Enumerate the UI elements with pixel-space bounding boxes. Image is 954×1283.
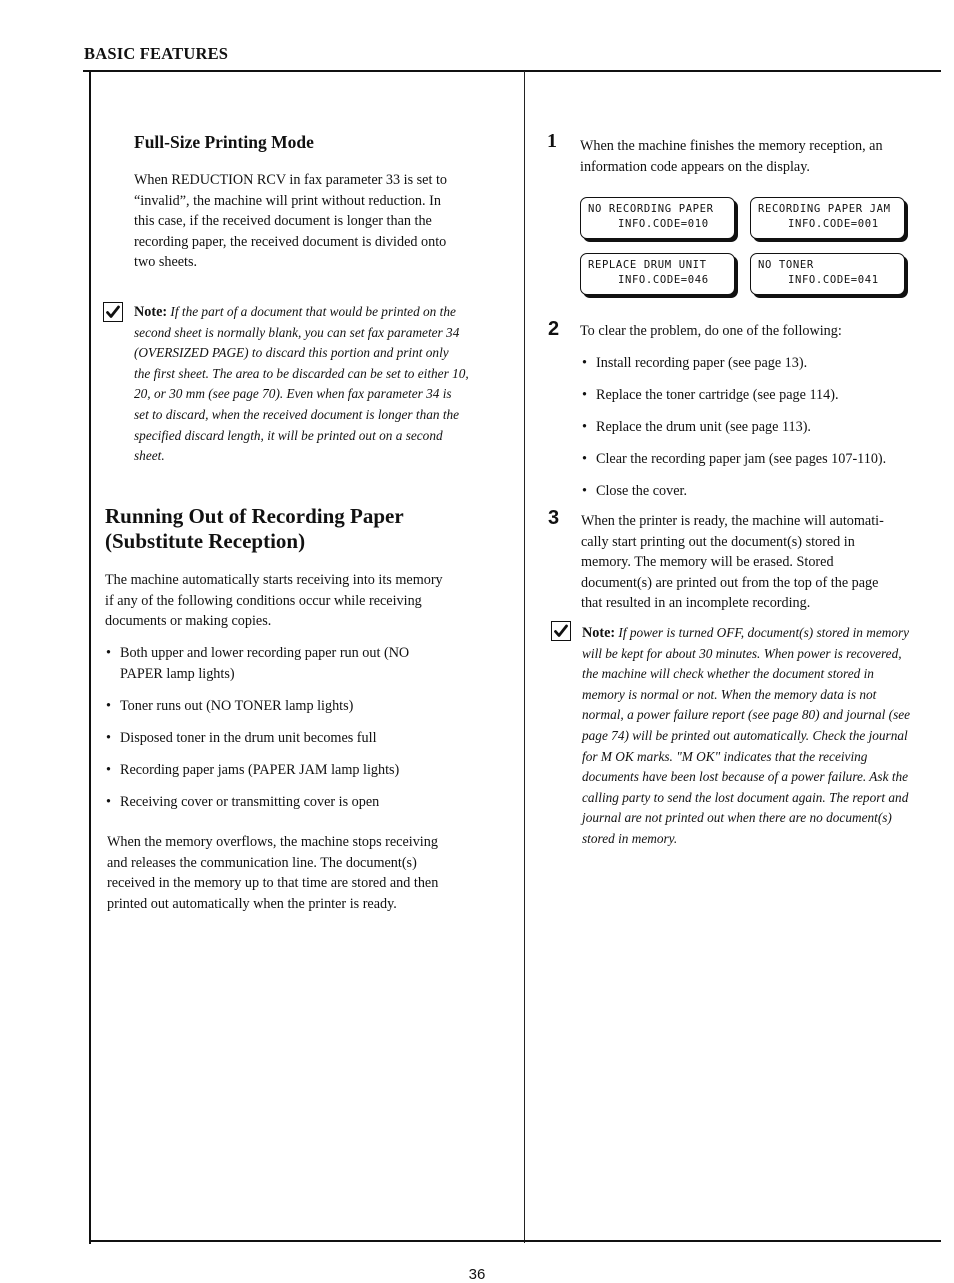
note-line: will be kept for about 30 minutes. When power is recovered, xyxy=(582,645,902,661)
bottom-rule xyxy=(89,1240,941,1242)
step-2-text: To clear the problem, do one of the following: xyxy=(580,323,842,339)
body-line: printed out automatically when the printer is ready. xyxy=(107,895,397,912)
lcd-display-no-toner: NO TONER INFO.CODE=041 xyxy=(750,253,905,295)
body-line: memory. The memory will be erased. Stored xyxy=(581,554,834,571)
note-line: memory is normal or not. When the memory data is not xyxy=(582,686,877,702)
body-line: “invalid”, the machine will print without reduction. In xyxy=(134,192,441,209)
note-line: sheet. xyxy=(134,448,165,464)
running-out-intro xyxy=(105,570,515,632)
note-line: set to discard, when the received document is longer than the xyxy=(134,406,460,422)
full-size-body xyxy=(134,170,514,273)
note-line: specified discard length, it will be printed out on a second xyxy=(134,427,443,443)
list-item: • Close the cover. xyxy=(582,481,937,502)
lcd-display-replace-drum: REPLACE DRUM UNIT INFO.CODE=046 xyxy=(580,253,735,295)
lcd-display-no-paper: NO RECORDING PAPER INFO.CODE=010 xyxy=(580,197,735,239)
note-line: stored in memory. xyxy=(582,830,678,846)
page-number: 36 xyxy=(468,1266,486,1283)
top-rule xyxy=(83,70,941,72)
body-line: if any of the following conditions occur while receiving xyxy=(105,592,422,609)
note-line: the machine will check whether the document stored in xyxy=(582,666,874,682)
note-line: documents have been lost because of a power failure. Ask the xyxy=(582,769,909,785)
left-rule xyxy=(89,71,91,1244)
heading-line: (Substitute Reception) xyxy=(105,529,306,553)
note-line: If power is turned OFF, document(s) stored in memory xyxy=(618,625,910,640)
list-item: • Both upper and lower recording paper run out (NO PAPER lamp lights) xyxy=(106,643,511,684)
body-line: cally start printing out the document(s) stored in xyxy=(581,533,855,550)
note-line: journal are not printed out when there are no document(s) xyxy=(582,810,892,826)
body-line: When the printer is ready, the machine will automati- xyxy=(581,513,884,529)
actions-list xyxy=(582,353,937,513)
list-item: • Recording paper jams (PAPER JAM lamp lights) xyxy=(106,760,511,781)
checkmark-box-icon xyxy=(551,621,571,641)
body-line: that resulted in an incomplete recording. xyxy=(581,595,811,612)
list-item: • Replace the drum unit (see page 113). xyxy=(582,417,937,438)
heading-line: Running Out of Recording Paper xyxy=(105,504,404,528)
body-line: received in the memory up to that time are stored and then xyxy=(107,875,439,892)
body-line: The machine automatically starts receiving into its memory xyxy=(105,572,443,588)
list-item: • Receiving cover or transmitting cover is open xyxy=(106,792,511,813)
step-1-text xyxy=(580,136,940,177)
note-line: 20, or 30 mm (see page 70). Even when fax parameter 34 is xyxy=(134,386,452,402)
column-divider xyxy=(524,71,525,1243)
note-line: normal, a power failure report (see page 80) and journal (see xyxy=(582,707,911,723)
list-item: • Toner runs out (NO TONER lamp lights) xyxy=(106,696,511,717)
list-item: • Clear the recording paper jam (see pages 107-110). xyxy=(582,449,937,470)
step-number: 1 xyxy=(547,130,557,152)
note-line: the first sheet. The area to be discarded can be set to either 10, xyxy=(134,365,469,381)
list-item: • Replace the toner cartridge (see page 114). xyxy=(582,385,937,406)
note-line: for M OK marks. "M OK" indicates that the receiving xyxy=(582,748,868,764)
memory-overflow-text xyxy=(107,832,517,914)
body-line: this case, if the received document is longer than the xyxy=(134,213,432,230)
note-line: second sheet is normally blank, you can set fax parameter 34 xyxy=(134,324,460,340)
step-number: 2 xyxy=(548,318,560,340)
body-line: recording paper, the received document is divided onto xyxy=(134,233,447,250)
list-item: • Install recording paper (see page 13). xyxy=(582,353,937,374)
body-line: When REDUCTION RCV in fax parameter 33 is set to xyxy=(134,172,447,188)
note-full-size xyxy=(134,302,504,467)
note-line: page 74) will be printed out automatically. Check the journal xyxy=(582,727,908,743)
note-line: If the part of a document that would be printed on the xyxy=(170,304,456,319)
step-3-text xyxy=(581,511,941,614)
note-power-failure xyxy=(582,623,942,850)
note-line: calling party to send the lost document again. The report and xyxy=(582,789,909,805)
step-number: 3 xyxy=(548,507,560,529)
body-line: documents or making copies. xyxy=(105,613,272,630)
body-line: and releases the communication line. The document(s) xyxy=(107,854,417,871)
checkmark-box-icon xyxy=(103,302,123,322)
note-label: Note: xyxy=(582,625,616,641)
body-line: two sheets. xyxy=(134,254,198,271)
list-item: • Disposed toner in the drum unit becomes full xyxy=(106,728,511,749)
body-line: When the machine finishes the memory reception, an xyxy=(580,138,883,154)
body-line: When the memory overflows, the machine stops receiving xyxy=(107,834,438,850)
lcd-display-paper-jam: RECORDING PAPER JAM INFO.CODE=001 xyxy=(750,197,905,239)
conditions-list xyxy=(106,643,511,824)
body-line: information code appears on the display. xyxy=(580,158,810,175)
note-line: (OVERSIZED PAGE) to discard this portion and print only xyxy=(134,345,449,361)
section-heading-running-out xyxy=(105,504,404,554)
note-label: Note: xyxy=(134,304,168,320)
running-head: BASIC FEATURES xyxy=(84,44,229,63)
section-heading-full-size: Full-Size Printing Mode xyxy=(134,132,314,152)
body-line: document(s) are printed out from the top of the page xyxy=(581,574,879,591)
